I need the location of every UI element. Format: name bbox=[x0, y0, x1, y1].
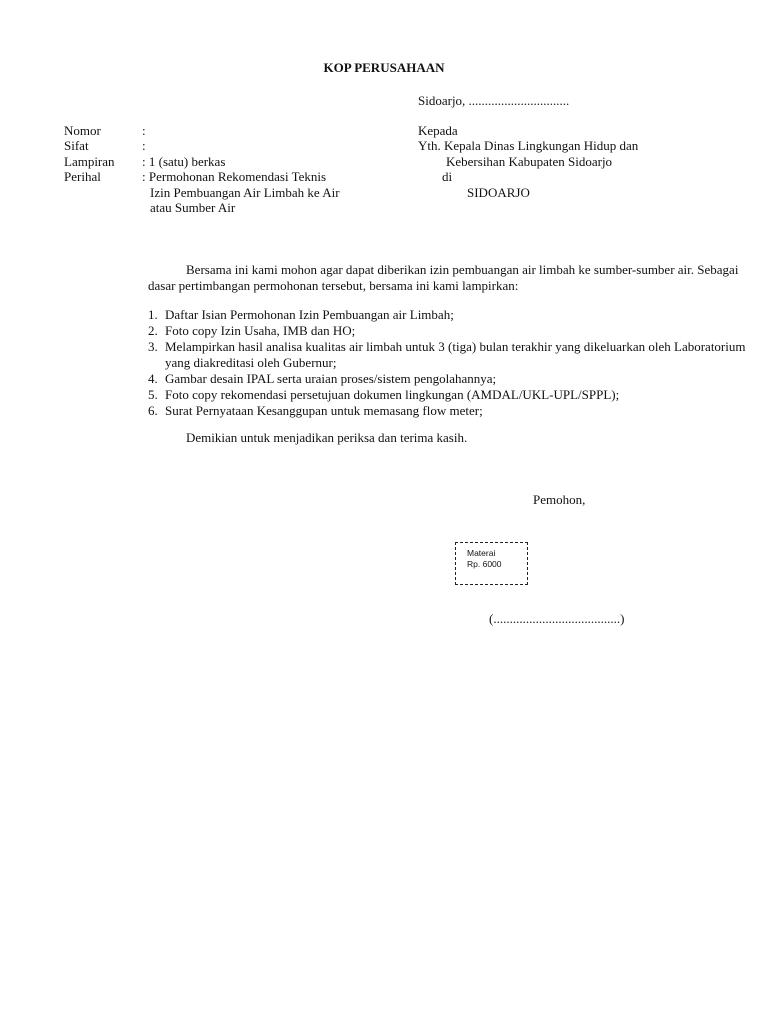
list-item-number: 2. bbox=[148, 323, 158, 338]
list-item-text: Foto copy Izin Usaha, IMB dan HO; bbox=[165, 323, 356, 338]
list-item-number: 5. bbox=[148, 387, 158, 402]
perihal-value-line1: : Permohonan Rekomendasi Teknis bbox=[142, 169, 327, 184]
list-item-text: Surat Pernyataan Kesanggupan untuk memasang flow meter; bbox=[165, 403, 483, 418]
recipient-line1: Yth. Kepala Dinas Lingkungan Hidup dan bbox=[418, 138, 639, 153]
list-item-text: Melampirkan hasil analisa kualitas air limbah untuk 3 (tiga) bulan terakhir yang dikeluarkan oleh Laboratorium yang diakreditasi oleh Gubernur; bbox=[165, 339, 746, 370]
recipient-kepada: Kepada bbox=[418, 123, 458, 138]
place-date-line: Sidoarjo, ............................... bbox=[418, 93, 570, 108]
list-item bbox=[148, 371, 758, 387]
signature-name-line: (.......................................) bbox=[489, 611, 625, 626]
stamp-amount: Rp. 6000 bbox=[467, 559, 502, 569]
list-item bbox=[148, 307, 758, 323]
perihal-value-line2: Izin Pembuangan Air Limbah ke Air bbox=[150, 185, 340, 200]
list-item-number: 1. bbox=[148, 307, 158, 322]
letterhead-title: KOP PERUSAHAAN bbox=[323, 60, 445, 75]
list-item-text: Gambar desain IPAL serta uraian proses/sistem pengolahannya; bbox=[165, 371, 497, 386]
nomor-label: Nomor bbox=[64, 123, 101, 138]
recipient-line2: Kebersihan Kabupaten Sidoarjo bbox=[446, 154, 613, 169]
sifat-value: : bbox=[142, 138, 146, 153]
list-item bbox=[148, 323, 758, 339]
attachment-list bbox=[148, 307, 758, 419]
closing-sentence: Demikian untuk menjadikan periksa dan terima kasih. bbox=[186, 430, 468, 445]
list-item-text: Foto copy rekomendasi persetujuan dokumen lingkungan (AMDAL/UKL-UPL/SPPL); bbox=[165, 387, 620, 402]
recipient-di: di bbox=[442, 169, 453, 184]
lampiran-label: Lampiran bbox=[64, 154, 115, 169]
list-item-number: 4. bbox=[148, 371, 158, 386]
materai-stamp-box bbox=[455, 542, 528, 585]
recipient-city: SIDOARJO bbox=[467, 185, 530, 200]
list-item bbox=[148, 387, 758, 403]
sifat-label: Sifat bbox=[64, 138, 89, 153]
pemohon-label: Pemohon, bbox=[533, 492, 586, 507]
list-item-number: 3. bbox=[148, 339, 158, 354]
list-item bbox=[148, 339, 758, 371]
stamp-label: Materai bbox=[467, 548, 496, 558]
nomor-value: : bbox=[142, 123, 146, 138]
lampiran-value: : 1 (satu) berkas bbox=[142, 154, 226, 169]
intro-paragraph: Bersama ini kami mohon agar dapat diberikan izin pembuangan air limbah ke sumber-sumber air. Sebagai dasar pertimbangan permohonan tersebut, bersama ini kami lampirkan: bbox=[148, 262, 739, 293]
perihal-value-line3: atau Sumber Air bbox=[150, 200, 236, 215]
perihal-label: Perihal bbox=[64, 169, 101, 184]
list-item-number: 6. bbox=[148, 403, 158, 418]
list-item bbox=[148, 403, 758, 419]
list-item-text: Daftar Isian Permohonan Izin Pembuangan air Limbah; bbox=[165, 307, 454, 322]
